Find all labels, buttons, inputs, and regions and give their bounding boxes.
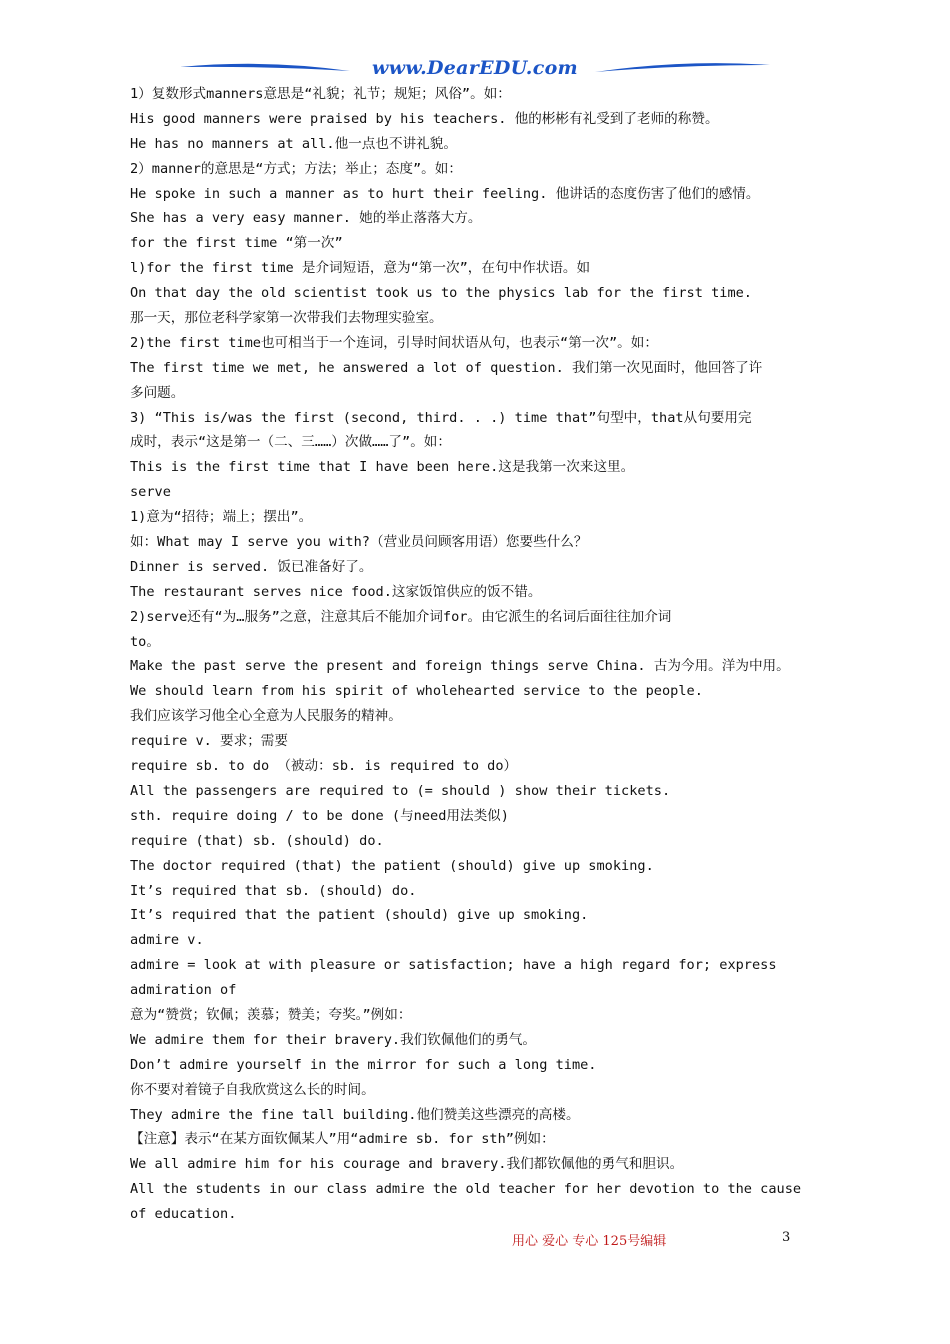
text-line: It’s required that sb. (should) do. [130,882,417,899]
text-line: All the students in our class admire the old teacher for her devotion to the cause [130,1181,802,1198]
text-line: Dinner is served. 饭已准备好了。 [130,558,373,575]
text-line: We all admire him for his courage and bravery.我们都钦佩他的勇气和胆识。 [130,1156,684,1173]
text-line: require sb. to do （被动：sb. is required to do） [130,758,518,775]
text-line: require v. 要求；需要 [130,733,288,750]
text-line: of education. [130,1206,237,1223]
text-line: to。 [130,633,160,650]
text-line: On that day the old scientist took us to the physics lab for the first time. [130,285,752,302]
text-line: for the first time “第一次” [130,235,343,252]
text-line: 成时，表示“这是第一（二、三……）次做……了”。如： [130,434,451,451]
text-line: 【注意】表示“在某方面钦佩某人”用“admire sb. for sth”例如： [130,1131,555,1148]
text-line: They admire the fine tall building.他们赞美这些漂亮的高楼。 [130,1106,580,1123]
text-line: 如：What may I serve you with?（营业员问顾客用语）您要些什么？ [130,534,588,551]
text-line: The first time we met, he answered a lot of question. 我们第一次见面时，他回答了许 [130,359,763,376]
text-line: 1)意为“招待；端上；摆出”。 [130,509,313,526]
page-number: 3 [782,1230,791,1245]
text-line: We should learn from his spirit of wholehearted service to the people. [130,683,703,700]
text-line: The restaurant serves nice food.这家饭馆供应的饭不错。 [130,583,542,600]
text-line: sth. require doing / to be done (与need用法类似) [130,807,509,824]
text-line: It’s required that the patient (should) give up smoking. [130,907,589,924]
text-line: 我们应该学习他全心全意为人民服务的精神。 [130,708,402,725]
text-line: 2)the first time也可相当于一个连词，引导时间状语从句，也表示“第一次”。如： [130,334,658,351]
text-line: This is the first time that I have been here.这是我第一次来这里。 [130,459,635,476]
text-line: All the passengers are required to (= should ) show their tickets. [130,782,671,799]
text-line: require (that) sb. (should) do. [130,832,384,849]
document-body [130,82,830,1227]
text-line: The doctor required (that) the patient (should) give up smoking. [130,857,654,874]
text-line: His good manners were praised by his teachers. 他的彬彬有礼受到了老师的称赞。 [130,110,719,127]
text-line: Make the past serve the present and foreign things serve China. 古为今用。洋为中用。 [130,658,790,675]
text-line: Don’t admire yourself in the mirror for such a long time. [130,1056,597,1073]
text-line: admire v. [130,932,204,949]
text-line: 意为“赞赏；钦佩；羡慕；赞美；夸奖。”例如： [130,1006,412,1023]
text-line: 你不要对着镜子自我欣赏这么长的时间。 [130,1081,375,1098]
text-line: 1）复数形式manners意思是“礼貌；礼节；规矩；风俗”。如： [130,86,511,102]
text-line: l)for the first time 是介词短语，意为“第一次”，在句中作状语。如 [130,260,591,277]
text-line: He spoke in such a manner as to hurt their feeling. 他讲话的态度伤害了他们的感情。 [130,185,760,202]
text-line: 多问题。 [130,384,185,401]
text-line: He has no manners at all.他一点也不讲礼貌。 [130,135,457,152]
site-title: www.DearEDU.com [372,57,578,79]
text-line: She has a very easy manner. 她的举止落落大方。 [130,210,482,227]
text-line: admiration of [130,982,237,999]
text-line: 2)serve还有“为…服务”之意，注意其后不能加介词for。由它派生的名词后面往往加介词 [130,608,672,625]
footer-text: 用心 爱心 专心 125号编辑 [512,1234,667,1249]
text-line: serve [130,484,171,501]
text-line: 3) “This is/was the first (second, third. . .) time that”句型中，that从句要用完 [130,409,752,426]
text-line: 那一天，那位老科学家第一次带我们去物理实验室。 [130,310,443,327]
text-line: 2）manner的意思是“方式；方法；举止；态度”。如： [130,160,462,177]
text-line: We admire them for their bravery.我们钦佩他们的勇气。 [130,1031,537,1048]
text-line: admire = look at with pleasure or satisfaction; have a high regard for; express [130,957,777,974]
